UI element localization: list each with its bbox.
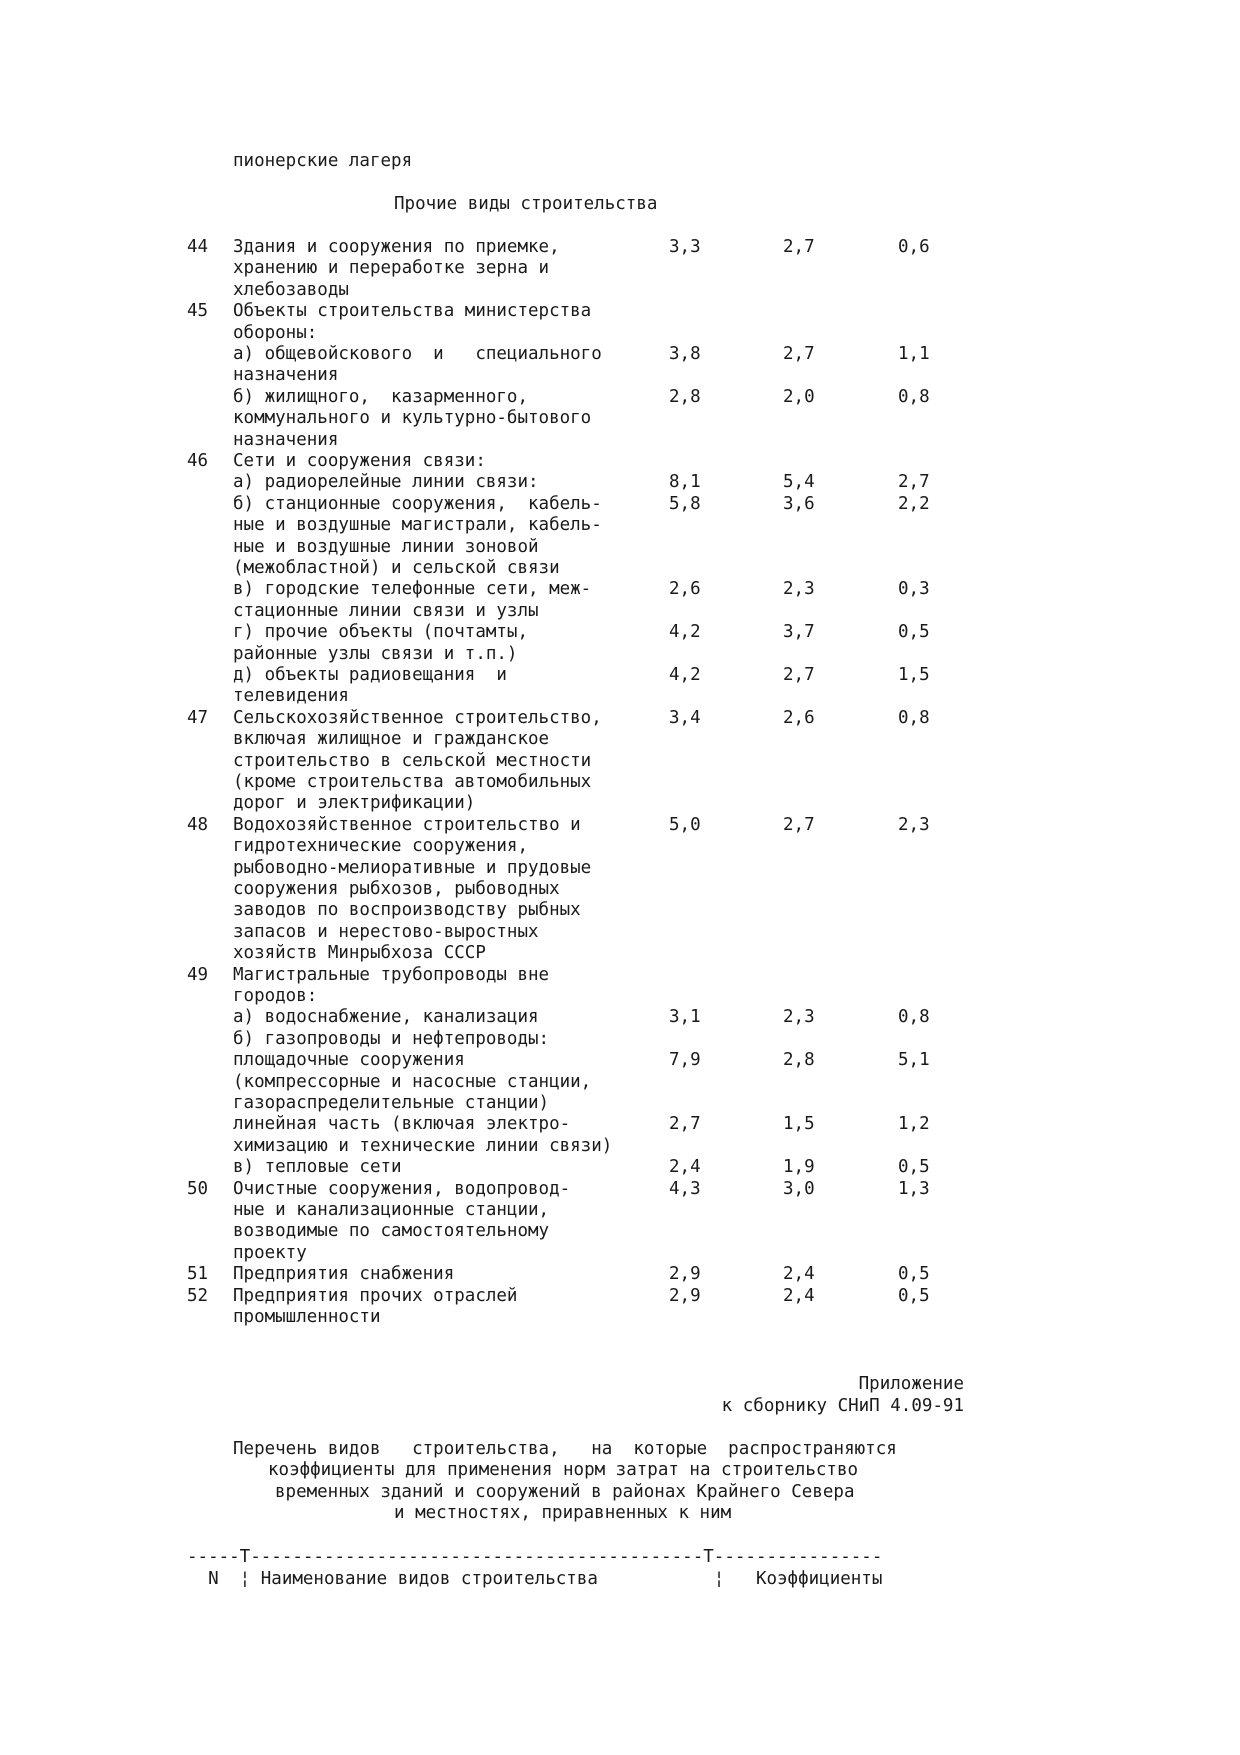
row-name-line: газораспределительные станции): [233, 1093, 550, 1113]
coefficient-value: 4,2: [669, 622, 701, 643]
row-number: 50: [187, 1178, 209, 1199]
coefficient-value: 0,6: [898, 237, 930, 257]
coefficient-value: 2,0: [783, 386, 815, 407]
row-number: 46: [187, 451, 209, 471]
coefficient-value: 1,2: [898, 1114, 930, 1135]
coefficient-value: 2,8: [669, 386, 701, 407]
row-name-line: (межобластной) и сельской связи: [233, 558, 560, 578]
coefficient-value: 4,2: [669, 665, 701, 685]
coefficient-value: 0,5: [898, 1157, 930, 1178]
coefficient-value: 2,7: [783, 814, 815, 835]
row-name-line: линейная часть (включая электро-: [233, 1114, 571, 1135]
coefficient-value: 0,5: [898, 1264, 930, 1285]
row-name-line: в) тепловые сети: [233, 1157, 402, 1178]
row-number: 48: [187, 814, 209, 835]
coefficient-value: 5,0: [669, 814, 701, 835]
row-name-line: строительство в сельской местности: [233, 750, 592, 771]
coefficient-value: 3,6: [783, 493, 815, 514]
row-name-line: г) прочие объекты (почтамты,: [233, 622, 529, 643]
coefficient-value: 0,8: [898, 707, 930, 728]
row-name-line: Предприятия прочих отраслей: [233, 1285, 518, 1306]
row-name-line: Предприятия снабжения: [233, 1264, 455, 1285]
row-name-line: хлебозаводы: [233, 279, 349, 300]
row-name-line: включая жилищное и гражданское: [233, 729, 550, 750]
row-name-line: рыбоводно-мелиоративные и прудовые: [233, 857, 592, 878]
coefficient-value: 3,7: [783, 622, 815, 643]
coefficient-value: 5,4: [783, 472, 815, 493]
section-title: Прочие виды строительства: [394, 194, 658, 214]
row-name-line: Сельскохозяйственное строительство,: [233, 707, 602, 728]
row-number: 47: [187, 707, 209, 728]
row-name-line: б) станционные сооружения, кабель-: [233, 493, 602, 514]
coefficient-value: 2,3: [898, 814, 930, 835]
row-name-line: городов:: [233, 986, 318, 1006]
coefficient-value: 2,8: [783, 1050, 815, 1071]
coefficient-value: 0,5: [898, 622, 930, 643]
row-name-line: (кроме строительства автомобильных: [233, 772, 592, 792]
row-name-line: ные и воздушные линии зоновой: [233, 536, 539, 557]
row-name-line: а) водоснабжение, канализация: [233, 1007, 539, 1028]
appendix-label: Приложение: [858, 1374, 964, 1394]
coefficient-value: 1,5: [783, 1114, 815, 1135]
coefficient-value: 2,3: [783, 1007, 815, 1028]
row-name-line: стационные линии связи и узлы: [233, 600, 539, 621]
coefficient-value: 3,4: [669, 707, 701, 728]
coefficient-value: 5,1: [898, 1050, 930, 1071]
row-name-line: Магистральные трубопроводы вне: [233, 964, 550, 985]
coefficient-value: 7,9: [669, 1050, 701, 1071]
coefficient-value: 8,1: [669, 472, 701, 493]
row-name-line: Водохозяйственное строительство и: [233, 814, 581, 835]
coefficient-value: 0,5: [898, 1285, 930, 1306]
coefficient-value: 3,0: [783, 1178, 815, 1199]
row-name-line: гидротехнические сооружения,: [233, 836, 529, 857]
coefficient-value: 4,3: [669, 1178, 701, 1199]
coefficient-value: 0,8: [898, 1007, 930, 1028]
coefficient-value: 2,3: [783, 579, 815, 600]
row-name-line: а) общевойскового и специального: [233, 344, 602, 364]
row-name-line: б) жилищного, казарменного,: [233, 386, 529, 407]
row-name-line: коммунального и культурно-бытового: [233, 408, 592, 429]
row-number: 52: [187, 1285, 209, 1306]
coefficient-value: 0,8: [898, 386, 930, 407]
row-name-line: (компрессорные и насосные станции,: [233, 1071, 592, 1092]
top-line: пионерские лагеря: [233, 151, 413, 171]
coefficient-value: 3,3: [669, 237, 701, 257]
coefficient-value: 1,1: [898, 344, 930, 364]
coefficient-value: 2,9: [669, 1285, 701, 1306]
coefficient-value: 2,6: [669, 579, 701, 600]
row-name-line: сооружения рыбхозов, рыбоводных: [233, 879, 560, 899]
coefficient-value: 2,7: [783, 665, 815, 685]
row-name-line: Сети и сооружения связи:: [233, 451, 486, 471]
row-number: 44: [187, 237, 209, 257]
coefficient-value: 2,7: [783, 344, 815, 364]
row-number: 51: [187, 1264, 209, 1285]
table-header-border: -----T-------------------------------------------T----------------: [187, 1547, 883, 1567]
row-name-line: хранению и переработке зерна и: [233, 258, 550, 279]
row-name-line: промышленности: [233, 1307, 381, 1327]
row-name-line: районные узлы связи и т.п.): [233, 643, 518, 664]
coefficient-value: 2,4: [669, 1157, 701, 1178]
row-name-line: хозяйств Минрыбхоза СССР: [233, 943, 486, 964]
coefficient-value: 2,7: [783, 237, 815, 257]
row-name-line: ные и канализационные станции,: [233, 1200, 550, 1220]
row-name-line: химизацию и технические линии связи): [233, 1135, 613, 1156]
row-number: 45: [187, 301, 209, 322]
coefficient-value: 1,3: [898, 1178, 930, 1199]
coefficient-value: 3,1: [669, 1007, 701, 1028]
table-header-row: N ¦ Наименование видов строительства ¦ Коэффициенты: [187, 1569, 883, 1589]
coefficient-value: 2,6: [783, 707, 815, 728]
coefficient-value: 2,4: [783, 1264, 815, 1285]
coefficient-value: 2,9: [669, 1264, 701, 1285]
coefficient-value: 2,7: [898, 472, 930, 493]
row-name-line: запасов и нерестово-выростных: [233, 921, 539, 942]
row-name-line: возводимые по самостоятельному: [233, 1221, 550, 1242]
list-title-line-1: Перечень видов строительства, на которые распространяются: [233, 1439, 897, 1459]
row-name-line: Здания и сооружения по приемке,: [233, 237, 560, 257]
list-title-line-4: и местностях, приравненных к ним: [394, 1503, 732, 1523]
row-name-line: а) радиорелейные линии связи:: [233, 472, 539, 493]
row-name-line: дорог и электрификации): [233, 793, 476, 814]
row-name-line: Очистные сооружения, водопровод-: [233, 1178, 571, 1199]
row-name-line: Объекты строительства министерства: [233, 301, 592, 322]
row-name-line: б) газопроводы и нефтепроводы:: [233, 1028, 550, 1049]
row-name-line: назначения: [233, 429, 339, 450]
appendix-ref: к сборнику СНиП 4.09-91: [721, 1396, 964, 1416]
row-name-line: назначения: [233, 365, 339, 386]
row-name-line: обороны:: [233, 322, 318, 343]
row-number: 49: [187, 964, 209, 985]
coefficient-value: 2,4: [783, 1285, 815, 1306]
list-title-line-2: коэффициенты для применения норм затрат на строительство: [268, 1460, 859, 1480]
row-name-line: телевидения: [233, 686, 349, 707]
row-name-line: д) объекты радиовещания и: [233, 665, 507, 685]
row-name-line: ные и воздушные магистрали, кабель-: [233, 515, 602, 536]
coefficient-value: 2,2: [898, 493, 930, 514]
coefficient-value: 1,9: [783, 1157, 815, 1178]
row-name-line: площадочные сооружения: [233, 1050, 465, 1071]
coefficient-value: 2,7: [669, 1114, 701, 1135]
row-name-line: заводов по воспроизводству рыбных: [233, 900, 581, 921]
coefficient-value: 3,8: [669, 344, 701, 364]
list-title-line-3: временных зданий и сооружений в районах Крайнего Севера: [275, 1482, 855, 1502]
row-name-line: в) городские телефонные сети, меж-: [233, 579, 592, 600]
coefficient-value: 1,5: [898, 665, 930, 685]
row-name-line: проекту: [233, 1242, 307, 1263]
coefficient-value: 0,3: [898, 579, 930, 600]
coefficient-value: 5,8: [669, 493, 701, 514]
